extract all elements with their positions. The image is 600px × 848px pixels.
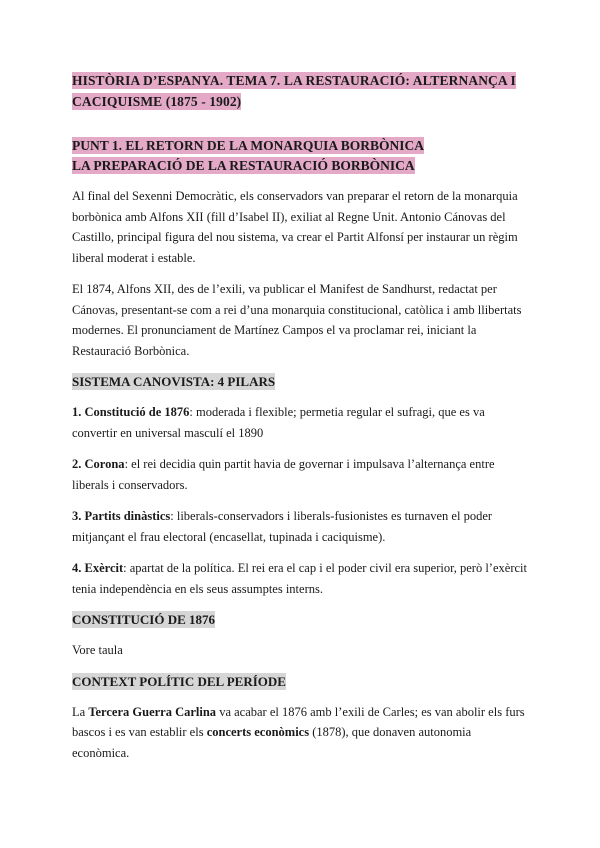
context-heading <box>72 672 530 692</box>
pillar-text: : apartat de la política. El rei era el cap i el poder civil era superior, però l’exèrcit tenia independència en els seus assumptes interns. <box>72 561 527 596</box>
document-title <box>72 70 530 112</box>
context-text: va acabar el 1876 amb l’exili de Carles; es van abolir els furs bascos i es van establir els <box>72 704 525 739</box>
paragraph-context <box>72 702 530 764</box>
pillar-text: : el rei decidia quin partit havia de governar i impulsava l’alternança entre liberals i conservadors. <box>72 457 495 492</box>
punt-heading <box>72 136 530 156</box>
context-bold: concerts econòmics <box>206 725 310 739</box>
context-heading-text: CONTEXT POLÍTIC DEL PERÍODE <box>72 673 286 689</box>
paragraph-preparacio: Al final del Sexenni Democràtic, els conservadors van preparar el retorn de la monarquia borbònica amb Alfons XII (fill d’Isabel II), exiliat al Regne Unit. Antonio Cánovas del Castillo, principal figura del nou sistema, va crear el Partit Alfonsí per instaurar un règim liberal moderat i estable. <box>72 189 518 265</box>
punt-heading-text: PUNT 1. EL RETORN DE LA MONARQUIA BORBÒNICA <box>72 138 425 153</box>
pillar-item <box>72 506 530 547</box>
vore-taula-text: Vore taula <box>72 643 123 657</box>
context-text: La <box>72 704 89 719</box>
pillar-title: 1. Constitució de 1876 <box>72 405 190 419</box>
pillar-item <box>72 454 530 495</box>
pillar-item <box>72 402 530 443</box>
constitucio-heading-text: CONSTITUCIÓ DE 1876 <box>72 612 216 627</box>
pillar-title: 3. Partits dinàstics <box>72 509 171 523</box>
pillar-text: : liberals-conservadors i liberals-fusionistes es turnaven el poder mitjançant el frau electoral (encasellat, tupinada i caciquisme). <box>72 509 493 544</box>
pillar-item <box>72 558 530 599</box>
pillar-title: 2. Corona <box>72 457 125 471</box>
constitucio-heading <box>72 610 530 630</box>
paragraph-manifest: El 1874, Alfons XII, des de l’exili, va publicar el Manifest de Sandhurst, redactat per Cánovas, presentant-se com a rei d’una monarquia constitucional, catòlica i amb llibertats modernes. El pronunciament de Martínez Campos el va proclamar rei, iniciant la Restauració Borbònica. <box>72 282 522 358</box>
document-title-text: HISTÒRIA D’ESPANYA. TEMA 7. LA RESTAURACIÓ: ALTERNANÇA I CACIQUISME (1875 - 1902) <box>72 73 516 109</box>
sistema-heading <box>72 372 530 392</box>
sistema-heading-text: SISTEMA CANOVISTA: 4 PILARS <box>72 374 276 389</box>
sub-heading <box>72 156 530 176</box>
context-bold: Tercera Guerra Carlina <box>88 704 217 719</box>
pillar-text: : moderada i flexible; permetia regular el sufragi, que es va convertir en universal masculí el 1890 <box>72 405 485 440</box>
sub-heading-text: LA PREPARACIÓ DE LA RESTAURACIÓ BORBÒNICA <box>72 158 415 173</box>
pillar-title: 4. Exèrcit <box>72 561 124 575</box>
context-text: (1878), que donaven autonomia econòmica. <box>72 725 472 760</box>
